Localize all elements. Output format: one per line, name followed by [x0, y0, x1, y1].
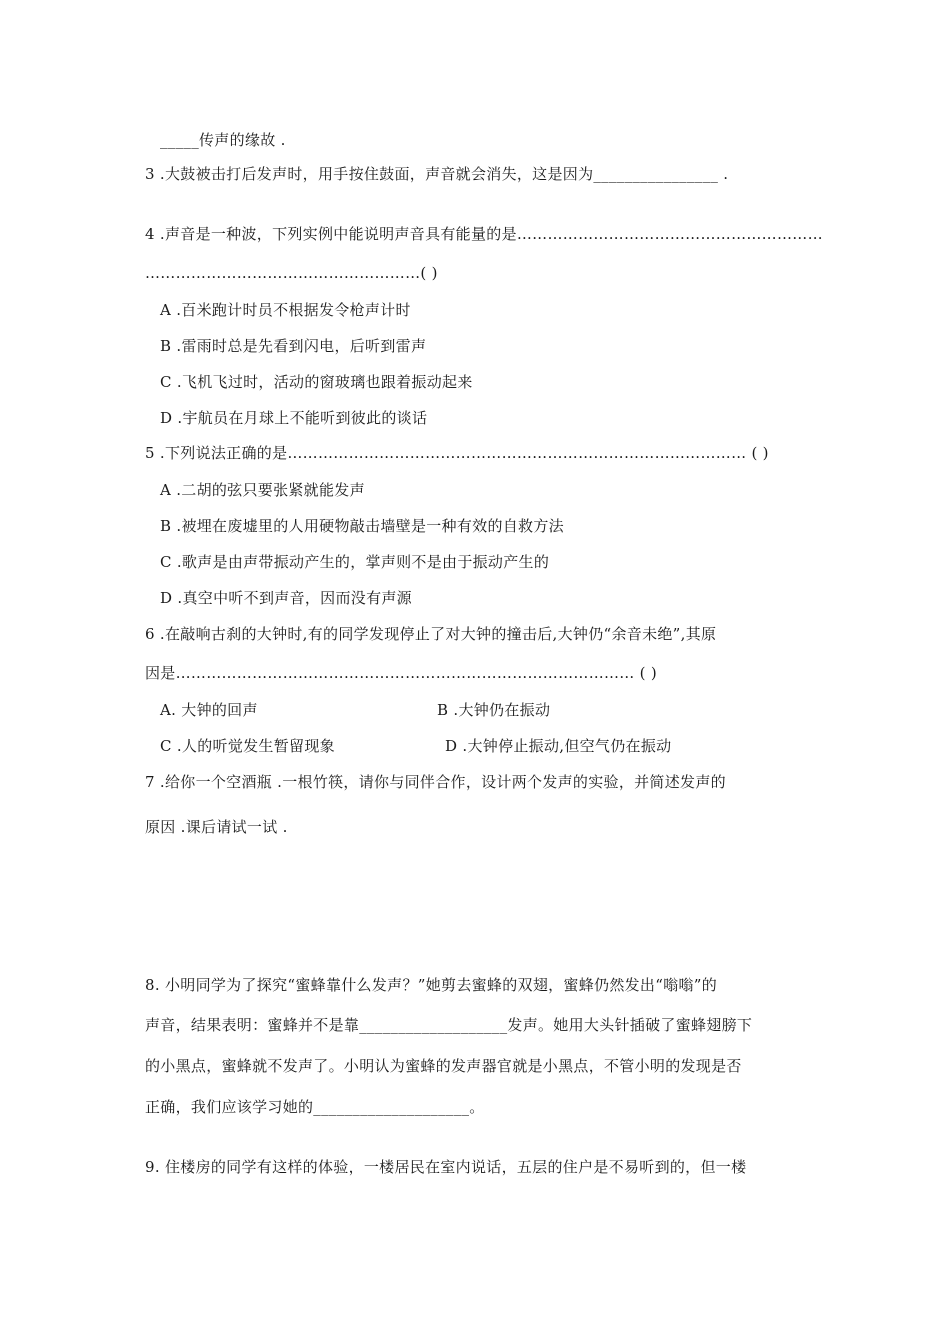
- question-3: 3 .大鼓被击打后发声时，用手按住鼓面，声音就会消失，这是因为________________ .: [145, 165, 729, 183]
- continued-line: _____传声的缘故 .: [160, 131, 286, 149]
- q5-option-a: A .二胡的弦只要张紧就能发声: [160, 481, 365, 499]
- question-6-cont: 因是……………………………………………………………………………… ( ): [145, 664, 658, 682]
- question-4-cont: ………………………………………………( ): [145, 264, 438, 282]
- q4-option-d: D .宇航员在月球上不能听到彼此的谈话: [160, 409, 428, 427]
- question-5: 5 .下列说法正确的是……………………………………………………………………………… ( ): [145, 444, 769, 462]
- question-7: 7 .给你一个空酒瓶 .一根竹筷，请你与同伴合作，设计两个发声的实验，并简述发声的: [145, 773, 726, 791]
- q5-option-d: D .真空中听不到声音，因而没有声源: [160, 589, 412, 607]
- q6-option-b: B .大钟仍在振动: [437, 701, 551, 719]
- q6-option-c: C .人的听觉发生暂留现象: [160, 737, 335, 755]
- q4-option-b: B .雷雨时总是先看到闪电，后听到雷声: [160, 337, 427, 355]
- question-9: 9. 住楼房的同学有这样的体验，一楼居民在室内说话，五层的住户是不易听到的，但一楼: [145, 1158, 747, 1176]
- q4-option-a: A .百米跑计时员不根据发令枪声计时: [160, 301, 411, 319]
- question-8-line-2: 声音，结果表明：蜜蜂并不是靠___________________发声。她用大头针插破了蜜蜂翅膀下: [145, 1016, 753, 1034]
- question-8-line-4: 正确，我们应该学习她的____________________。: [145, 1098, 485, 1116]
- question-4: 4 .声音是一种波，下列实例中能说明声音具有能量的是……………………………………………………: [145, 225, 823, 243]
- question-6: 6 .在敲响古刹的大钟时,有的同学发现停止了对大钟的撞击后,大钟仍“余音未绝”,其原: [145, 625, 717, 643]
- q6-option-d: D .大钟停止振动,但空气仍在振动: [445, 737, 672, 755]
- question-8-line-3: 的小黑点，蜜蜂就不发声了。小明认为蜜蜂的发声器官就是小黑点，不管小明的发现是否: [145, 1057, 742, 1075]
- q6-option-a: A. 大钟的回声: [160, 701, 258, 719]
- q4-option-c: C .飞机飞过时，活动的窗玻璃也跟着振动起来: [160, 373, 473, 391]
- question-8: 8. 小明同学为了探究“蜜蜂靠什么发声？”她剪去蜜蜂的双翅，蜜蜂仍然发出“嗡嗡”的: [145, 976, 718, 994]
- q5-option-b: B .被埋在废墟里的人用硬物敲击墙壁是一种有效的自救方法: [160, 517, 564, 535]
- q5-option-c: C .歌声是由声带振动产生的，掌声则不是由于振动产生的: [160, 553, 550, 571]
- question-7-cont: 原因 .课后请试一试 .: [145, 818, 288, 836]
